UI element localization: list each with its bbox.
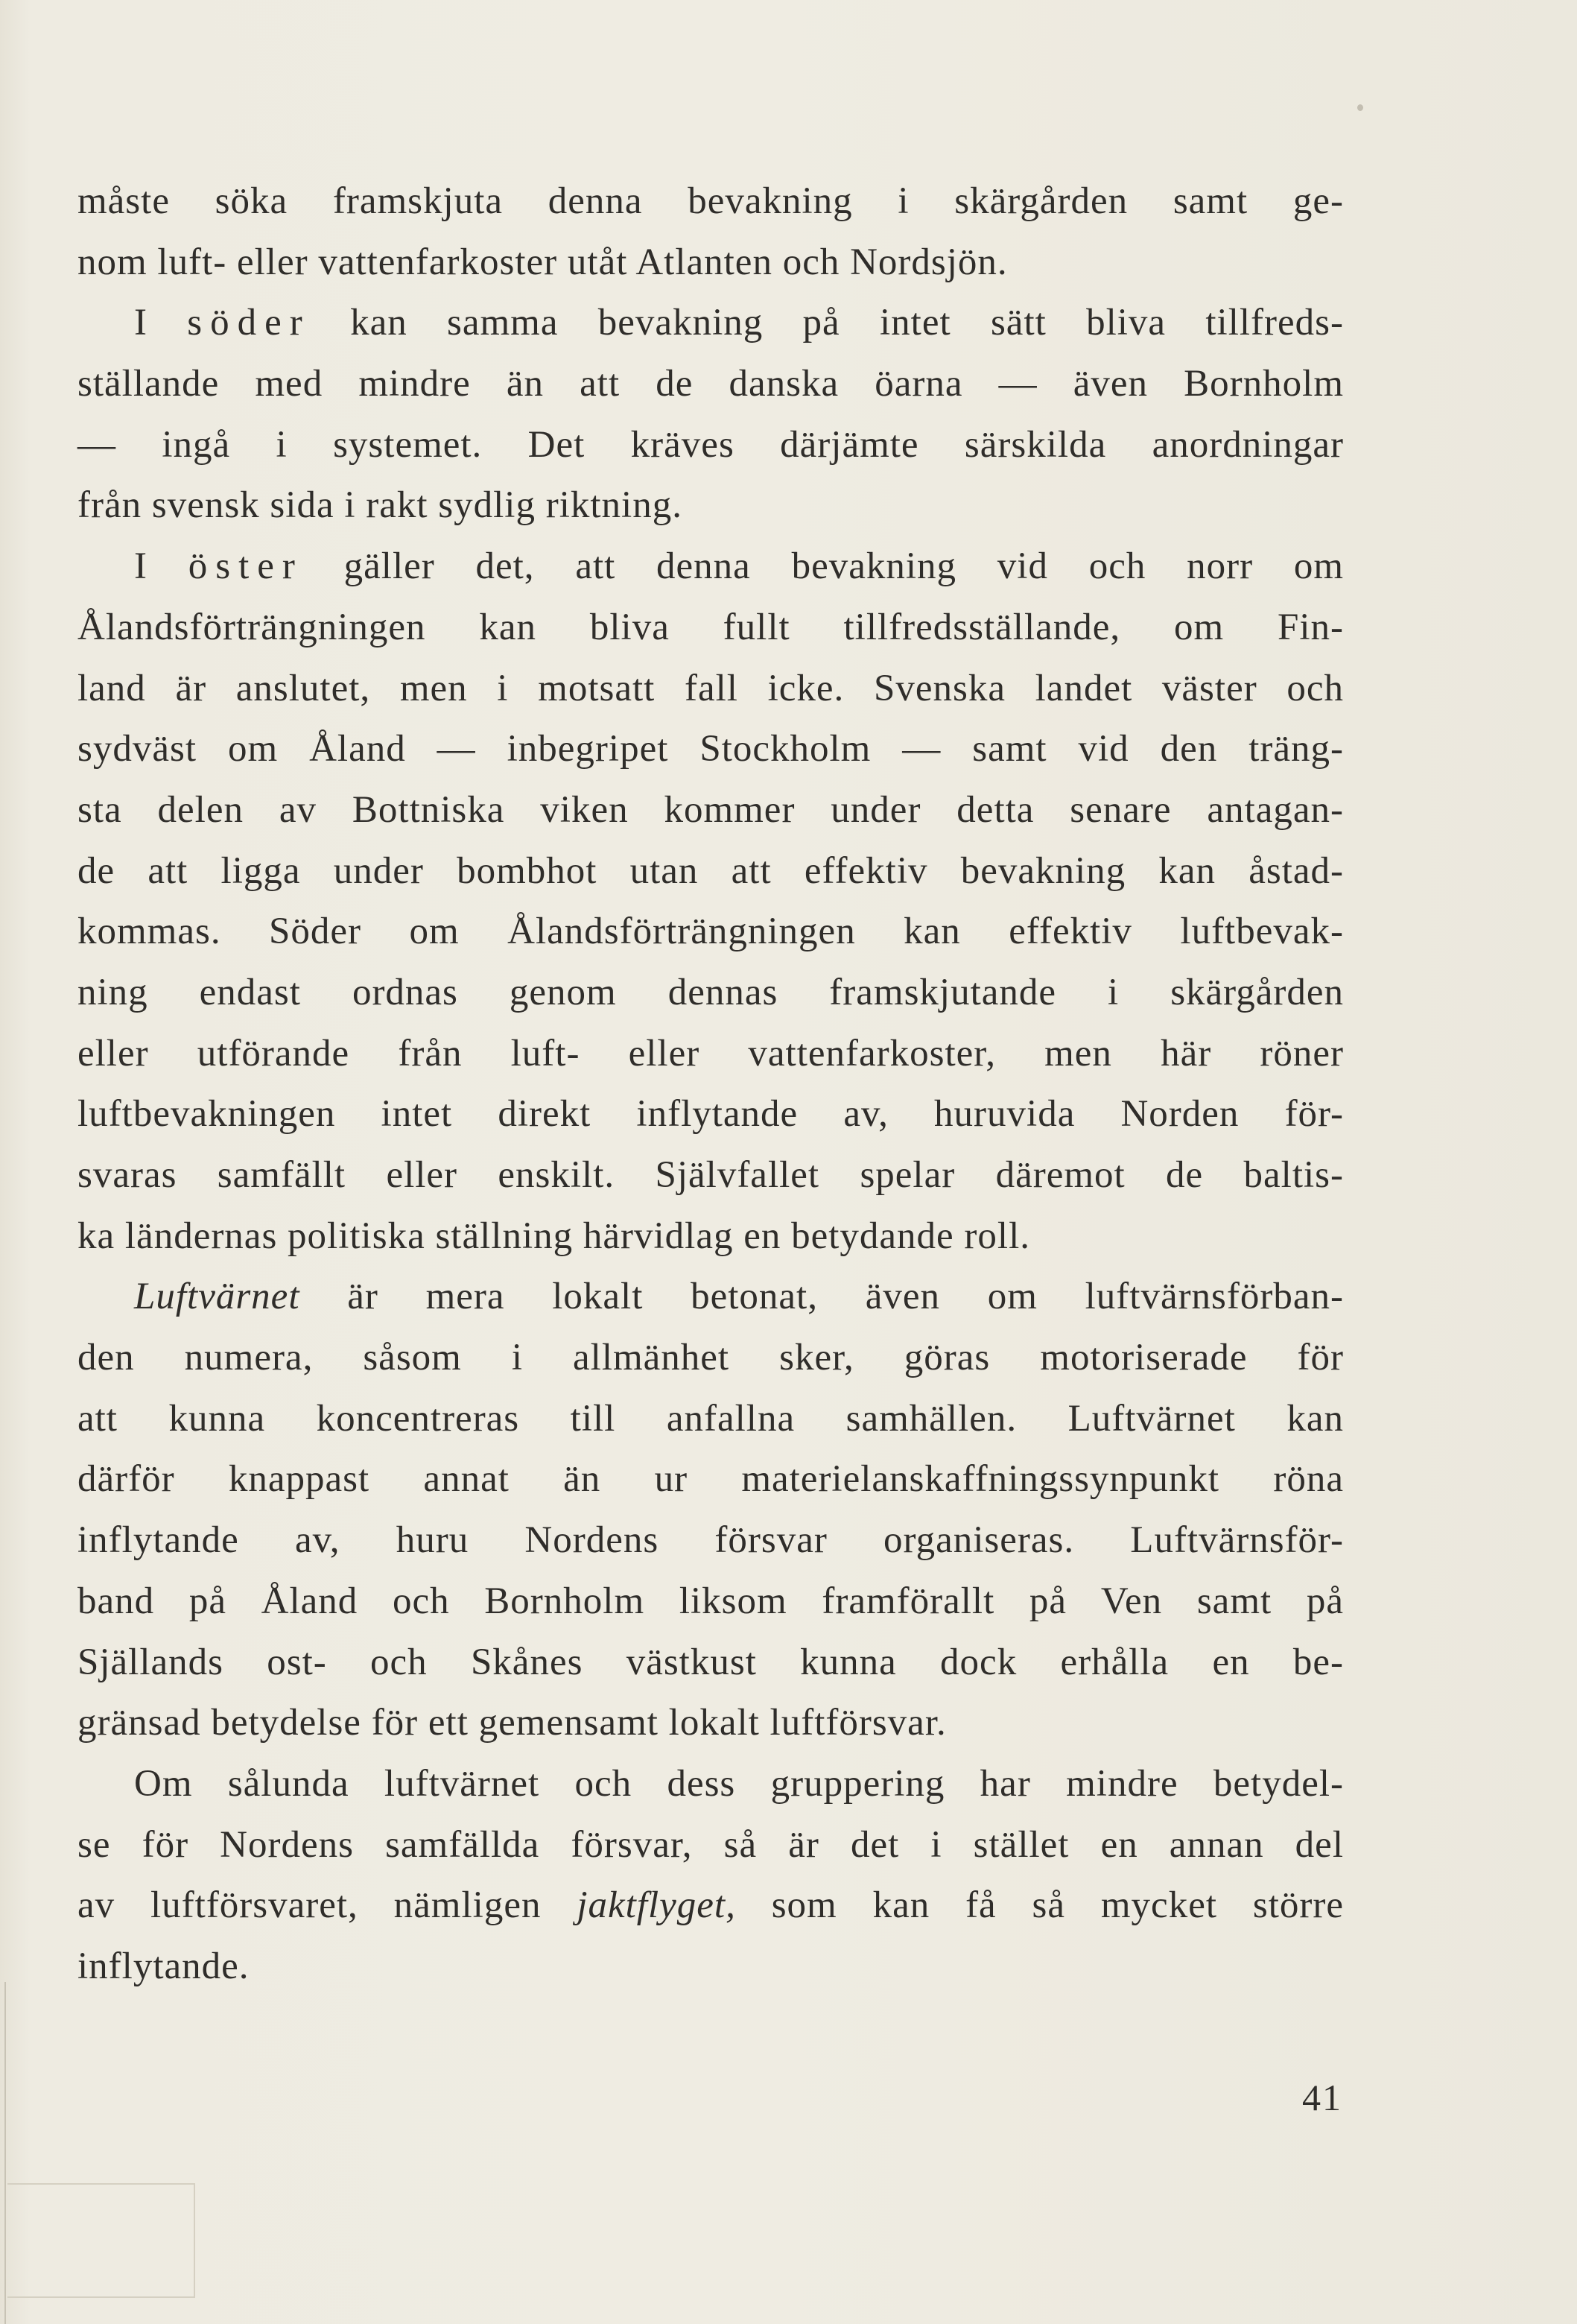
text-line: från svensk sida i rakt sydlig riktning. xyxy=(77,484,682,527)
corner-stamp-outline xyxy=(7,2183,195,2298)
body-text xyxy=(77,171,1344,1998)
page-number: 41 xyxy=(1302,2077,1342,2118)
line-rest: som kan få så mycket större xyxy=(735,1884,1344,1927)
spaced-word-oster: öster xyxy=(188,545,303,588)
text-line: luftbevakningen intet direkt inflytande av, huruvida Norden för- xyxy=(77,1093,1344,1136)
line-rest: gäller det, att denna bevakning vid och norr om xyxy=(302,545,1344,588)
text-line: gränsad betydelse för ett gemensamt lokalt luftförsvar. xyxy=(77,1702,947,1744)
text-line: måste söka framskjuta denna bevakning i skärgården samt ge- xyxy=(77,180,1344,222)
text-line: ning endast ordnas genom dennas framskjutande i skärgården xyxy=(77,971,1344,1013)
text-line: Om sålunda luftvärnet och dess gruppering har mindre betydel- xyxy=(134,1762,1344,1805)
text-line: kommas. Söder om Ålandsförträngningen kan effektiv luftbevak- xyxy=(77,911,1344,953)
text-line: Själlands ost- och Skånes västkust kunna dock erhålla en be- xyxy=(77,1641,1344,1683)
text-line: land är anslutet, men i motsatt fall icke. Svenska landet väster och xyxy=(77,667,1344,709)
text-line: att kunna koncentreras till anfallna samhällen. Luftvärnet kan xyxy=(77,1397,1344,1440)
text-line: därför knappast annat än ur materielanskaffningssynpunkt röna xyxy=(77,1458,1344,1501)
paragraph-start-luftvarnet xyxy=(77,1267,1344,1328)
text-line: ställande med mindre än att de danska öarna — även Bornholm xyxy=(77,363,1344,405)
prefix-i: I xyxy=(134,545,188,588)
text-line: band på Åland och Bornholm liksom framförallt på Ven samt på xyxy=(77,1580,1344,1622)
text-line: Ålandsförträngningen kan bliva fullt tillfredsställande, om Fin- xyxy=(77,606,1344,648)
text-line: den numera, såsom i allmänhet sker, göras motoriserade för xyxy=(77,1337,1344,1379)
spaced-word-soder: söder xyxy=(187,302,311,344)
text-line: nom luft- eller vattenfarkoster utåt Atlanten och Nordsjön. xyxy=(77,241,1008,283)
text-line: — ingå i systemet. Det kräves därjämte särskilda anordningar xyxy=(77,423,1344,466)
text-line-jaktflyget xyxy=(77,1875,1344,1937)
text-line: de att ligga under bombhot utan att effektiv bevakning kan åstad- xyxy=(77,849,1344,892)
text-line: svaras samfällt eller enskilt. Självfallet spelar däremot de baltis- xyxy=(77,1154,1344,1196)
line-start: av luftförsvaret, nämligen xyxy=(77,1884,577,1927)
line-rest: är mera lokalt betonat, även om luftvärnsförban- xyxy=(299,1276,1344,1318)
text-line: eller utförande från luft- eller vattenfarkoster, men här röner xyxy=(77,1032,1344,1074)
page-edge-line xyxy=(4,1982,6,2324)
text-line: sydväst om Åland — inbegripet Stockholm — samt vid den träng- xyxy=(77,728,1344,770)
text-line: se för Nordens samfällda försvar, så är det i stället en annan del xyxy=(77,1823,1344,1866)
line-rest: kan samma bevakning på intet sätt bliva tillfreds- xyxy=(310,302,1344,344)
text-line: inflytande av, huru Nordens försvar organiseras. Luftvärnsför- xyxy=(77,1519,1344,1562)
paper-speck xyxy=(1357,104,1363,111)
text-line: sta delen av Bottniska viken kommer under detta senare antagan- xyxy=(77,788,1344,831)
text-line: inflytande. xyxy=(77,1945,250,1987)
paragraph-start-soder xyxy=(77,293,1344,354)
italic-word-luftvarnet: Luftvärnet xyxy=(134,1276,300,1318)
text-line: ka ländernas politiska ställning härvidlag en betydande roll. xyxy=(77,1215,1030,1257)
paragraph-start-oster xyxy=(77,536,1344,598)
prefix-i: I xyxy=(134,302,188,344)
italic-word-jaktflyget: jaktflyget, xyxy=(577,1884,736,1927)
